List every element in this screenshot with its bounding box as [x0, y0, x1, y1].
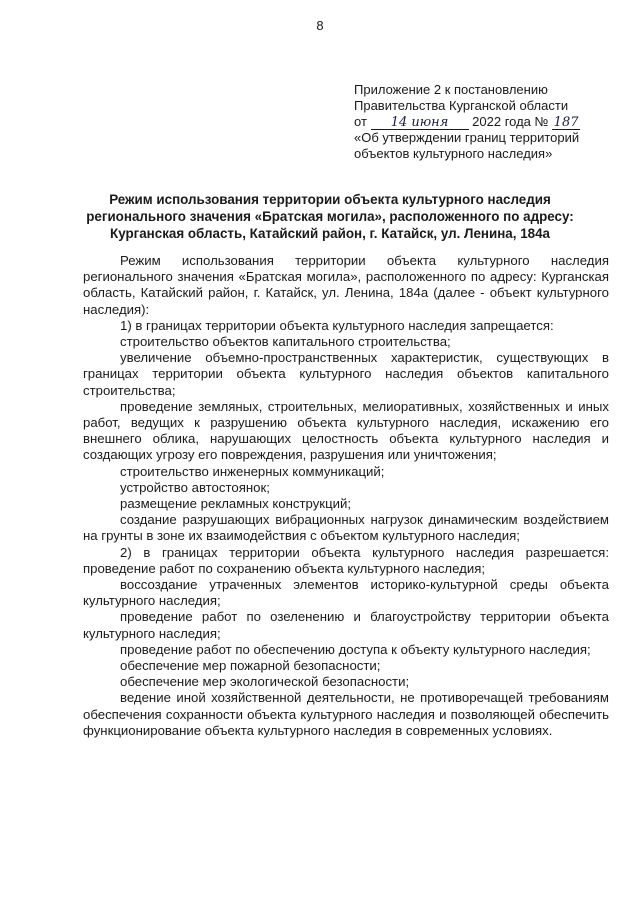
handwritten-date: 14 июня	[371, 116, 469, 130]
appendix-line: «Об утверждении границ территорий	[354, 130, 580, 145]
body-paragraph: размещение рекламных конструкций;	[120, 496, 352, 512]
appendix-date-line	[354, 114, 624, 130]
body-paragraph: проведение работ по обеспечению доступа к объекту культурного наследия;	[120, 641, 591, 657]
appendix-line: Приложение 2 к постановлению	[354, 82, 548, 97]
body-paragraph: 1) в границах территории объекта культурного наследия запрещается:	[120, 317, 554, 333]
body-paragraph: строительство инженерных коммуникаций;	[120, 463, 385, 479]
body-paragraph: увеличение объемно-пространственных характеристик, существующих в границах территории объекта культурного наследия объектов капитального строительства;	[83, 350, 609, 398]
body-paragraph: обеспечение мер пожарной безопасности;	[120, 658, 381, 674]
date-prefix: от	[354, 114, 367, 129]
handwritten-number: 187	[553, 115, 579, 130]
document-title: Режим использования территории объекта культурного наследия регионального значения «Братская могила», расположенного по адресу: Курганская область, Катайский район, г. Катайск, ул. Ленина, 184а	[86, 192, 574, 241]
body-paragraph: воссоздание утраченных элементов историко-культурной среды объекта культурного наследия;	[83, 577, 609, 609]
document-body	[83, 253, 609, 739]
body-paragraph: создание разрушающих вибрационных нагрузок динамическим воздействием на грунты в зоне их взаимодействия с объектом культурного наследия;	[83, 512, 609, 544]
body-paragraph: Режим использования территории объекта культурного наследия регионального значения «Братская могила», расположенного по адресу: Курганская область, Катайский район, г. Катайск, ул. Ленина, 184а (далее - объект культурного наследия):	[83, 253, 609, 317]
body-paragraph: проведение земляных, строительных, мелиоративных, хозяйственных и иных работ, ведущих к разрушению объекта культурного наследия, искажению его внешнего облика, нарушающих целостность объекта культурного наследия и создающих угрозу его повреждения, разрушения или уничтожения;	[83, 398, 609, 463]
appendix-header	[354, 82, 624, 162]
body-paragraph: проведение работ по озеленению и благоустройству территории объекта культурного наследия;	[83, 609, 609, 641]
body-paragraph: обеспечение мер экологической безопасности;	[120, 674, 410, 690]
body-paragraph: строительство объектов капитального строительства;	[120, 334, 451, 350]
appendix-line: объектов культурного наследия»	[354, 146, 553, 161]
body-paragraph: 2) в границах территории объекта культурного наследия разрешается: проведение работ по сохранению объекта культурного наследия;	[83, 544, 609, 576]
body-paragraph: ведение иной хозяйственной деятельности, не противоречащей требованиям обеспечения сохранности объекта культурного наследия и позволяющей обеспечить функционирование объекта культурного наследия в современных условиях.	[83, 690, 609, 738]
body-paragraph: устройство автостоянок;	[120, 479, 270, 495]
page-number: 8	[316, 18, 324, 33]
date-suffix: 2022 года №	[472, 114, 549, 129]
appendix-line: Правительства Курганской области	[354, 98, 569, 113]
